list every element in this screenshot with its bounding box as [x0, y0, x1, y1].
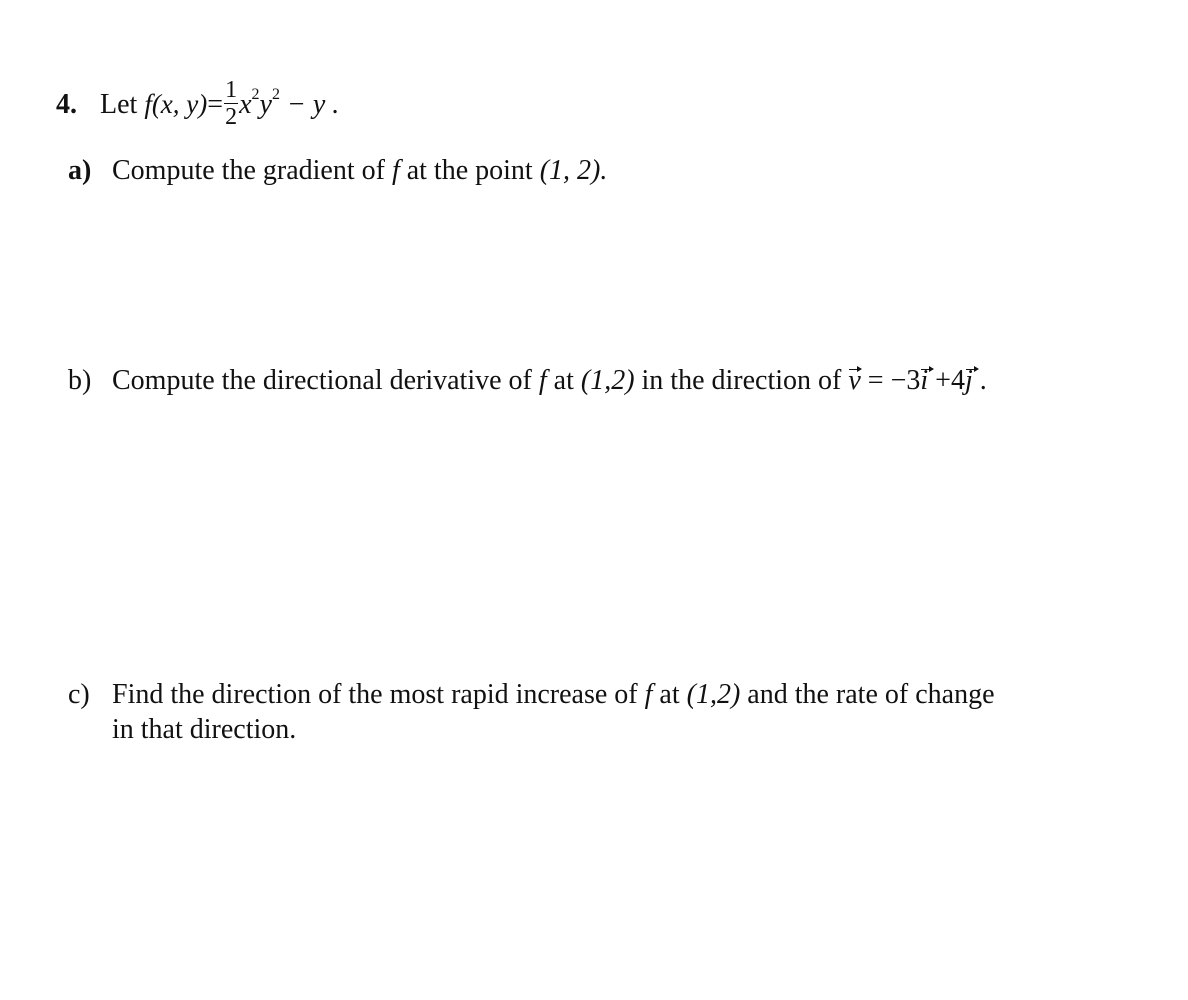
fraction-numerator: 1: [225, 77, 238, 103]
problem-statement: [56, 77, 340, 131]
part-c-label: c): [68, 679, 90, 710]
unit-vector-i: i: [920, 365, 929, 396]
part-b-f: f: [538, 365, 547, 396]
function-lhs: f(x, y): [144, 88, 208, 119]
part-a: [68, 154, 607, 188]
part-c-point: (1,2): [686, 679, 741, 710]
part-c-text-mid: at: [652, 679, 687, 710]
part-b-plus: +4: [928, 365, 965, 396]
part-a-label: a): [68, 155, 92, 186]
equals-sign: =: [207, 88, 224, 120]
part-a-text-after: at the point: [399, 155, 540, 186]
fraction-one-half: [224, 79, 238, 128]
problem-number: 4.: [56, 88, 77, 120]
part-b-point: (1,2): [580, 365, 635, 396]
part-a-point: (1, 2).: [539, 155, 608, 186]
exponent-x: 2: [251, 85, 260, 103]
part-b-eq: = −3: [860, 365, 921, 396]
part-c-continuation: in that direction.: [112, 714, 297, 745]
part-a-f: f: [391, 155, 400, 186]
part-c-text-after: and the rate of change: [740, 679, 995, 710]
term-y: y: [259, 88, 272, 120]
part-b-text-before: Compute the directional derivative of: [112, 365, 539, 396]
part-b-label: b): [68, 365, 92, 396]
part-c: [68, 678, 995, 712]
unit-vector-j: j: [964, 365, 973, 396]
part-a-text-before: Compute the gradient of: [112, 155, 392, 186]
exponent-y: 2: [271, 85, 280, 103]
part-c-f: f: [644, 679, 653, 710]
function-rest: − y .: [279, 88, 340, 120]
vector-v: v: [848, 365, 861, 396]
part-b: [68, 364, 987, 398]
part-b-text-mid: at: [546, 365, 581, 396]
fraction-denominator: 2: [225, 104, 238, 130]
part-b-end: .: [972, 365, 987, 396]
part-b-text-after: in the direction of: [634, 365, 849, 396]
problem-intro: Let: [100, 88, 138, 120]
term-x: x: [239, 88, 252, 120]
part-c-text-before: Find the direction of the most rapid increase of: [112, 679, 645, 710]
